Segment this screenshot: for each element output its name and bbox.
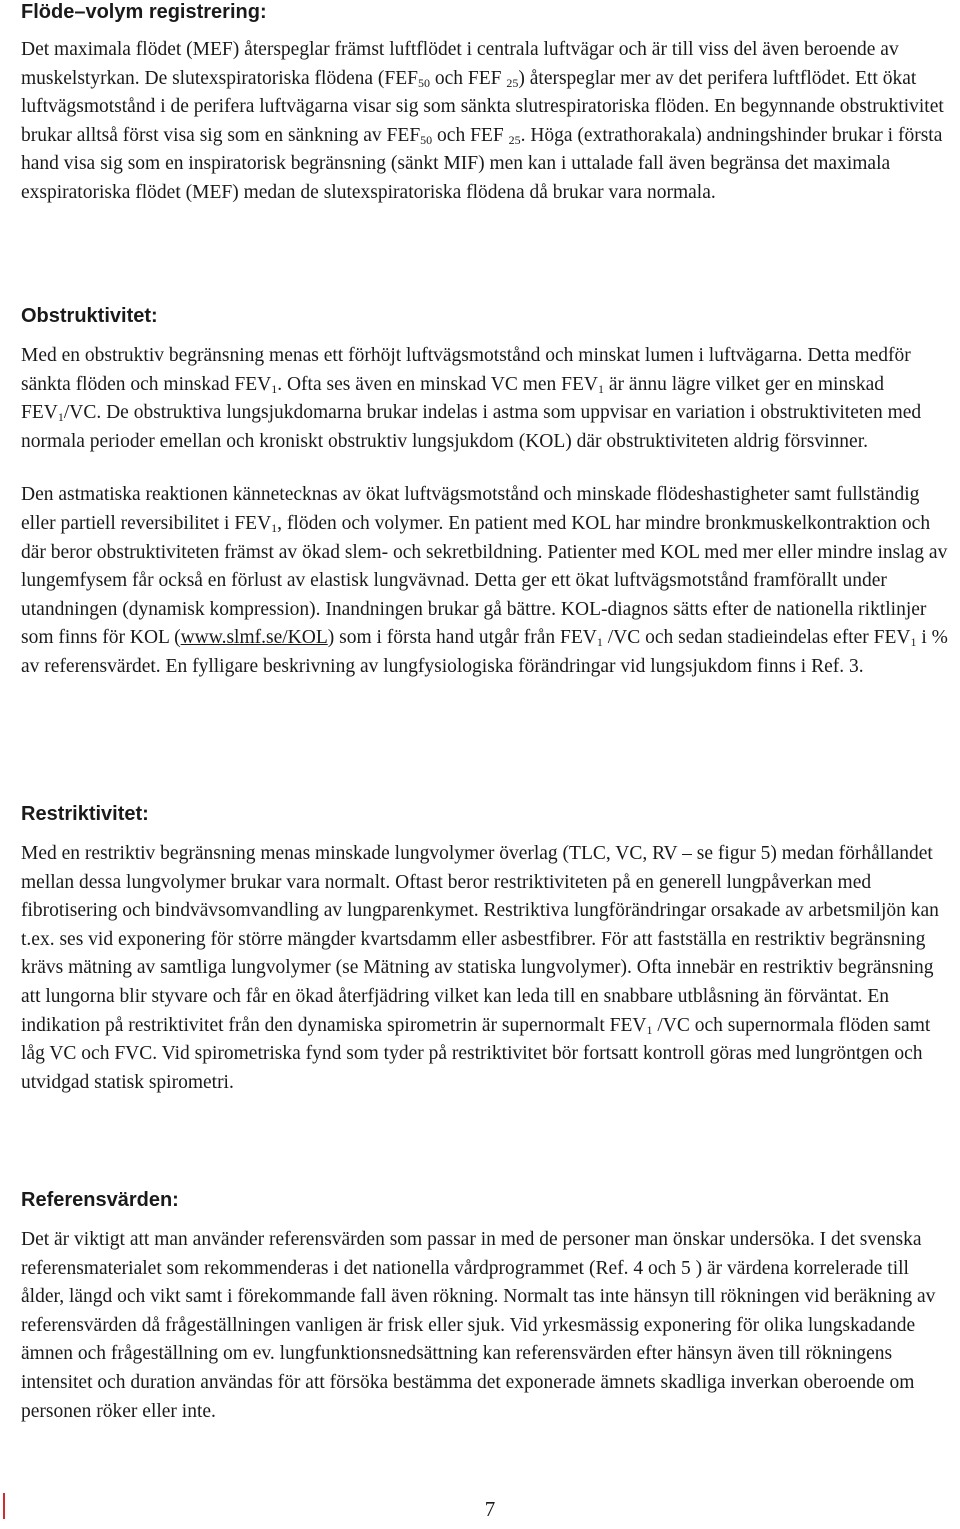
text-run: , flöden och volymer. En patient med KOL har mindre bronkmuskelkontraktion och där beror obstruktiviteten främst av ökad slem- och sekretbildning. Patienter med KOL med mer eller mindre inslag av lungemfysem får också en förlust av elastisk lungvävnad. Detta ger ett ökat luftvägsmotstånd framförallt under utandningen (dynamisk kompression). Inandningen brukar gå bättre. KOL-diagnos sätts efter de nationella riktlinjer som finns för KOL ( xyxy=(21,512,948,649)
page-number: 7 xyxy=(484,1497,496,1521)
subscript: 1 xyxy=(57,410,64,425)
heading-obstruktivitet: Obstruktivitet: xyxy=(21,305,158,327)
subscript: 50 xyxy=(420,132,433,147)
subscript: 1 xyxy=(596,635,603,650)
text-run: /VC och supernormala flöden samt låg VC och FVC. Vid spirometriska fynd som tyder på restriktivitet bör fortsatt kontroll göras med lungröntgen och utvidgad statisk spirometri. xyxy=(21,1014,931,1093)
margin-change-bar xyxy=(3,1493,5,1519)
text-run: /VC och sedan stadieindelas efter FEV xyxy=(602,627,911,649)
text-run: /VC. De obstruktiva lungsjukdomarna brukar indelas i astma som uppvisar en variation i obstruktiviteten med normala perioder emellan och kroniskt obstruktiv lungsjukdom (KOL) där obstruktiviteten aldrig försvinner. xyxy=(21,402,922,452)
text-run: i % av referensvärdet. En fylligare beskrivning av lungfysiologiska förändringar vid lungsjukdom finns i Ref. 3. xyxy=(21,627,948,677)
web-link[interactable]: www.slmf.se/KOL xyxy=(180,627,328,649)
subscript: 1 xyxy=(271,520,278,535)
subscript: 25 xyxy=(506,75,519,90)
subscript: 1 xyxy=(271,381,278,396)
section-restriktivitet xyxy=(21,802,951,1097)
heading-flode-volym: Flöde–volym registrering: xyxy=(21,1,267,23)
text-run: . Höga (extrathorakala) andningshinder brukar i första hand visa sig som en inspiratorisk begränsning (sänkt MIF) men kan i uttalade fall även begränsa det maximala exspiratoriska flödet (MEF) medan de slutexspiratoriska flödena då brukar vara normala. xyxy=(21,124,943,203)
text-run: Med en obstruktiv begränsning menas ett förhöjt luftvägsmotstånd och minskat lumen i luftvägarna. Detta medför sänkta flöden och minskad FEV xyxy=(21,345,911,395)
heading-restriktivitet: Restriktivitet: xyxy=(21,803,149,825)
subscript: 1 xyxy=(598,381,605,396)
section-obstruktivitet xyxy=(21,304,951,682)
text-run: Den astmatiska reaktionen kännetecknas av ökat luftvägsmotstånd och minskade flödeshastigheter samt fullständig eller partiell reversibilitet i FEV xyxy=(21,484,920,534)
text-run: är ännu lägre vilket ger en minskad FEV xyxy=(21,373,884,424)
paragraph xyxy=(21,481,951,681)
paragraph xyxy=(21,342,951,456)
paragraph xyxy=(21,36,951,208)
text-run: och FEF xyxy=(429,67,507,89)
subscript: 1 xyxy=(910,635,917,650)
subscript: 1 xyxy=(646,1022,653,1037)
text-run: Det är viktigt att man använder referensvärden som passar in med de personer man önskar undersöka. I det svenska referensmaterialet som rekommenderas i det nationella vårdprogrammet (Ref. 4 och 5 ) är värdena korrelerade till ålder, längd och vikt samt i förekommande fall även rökning. Normalt tas inte hänsyn till rökningen vid beräkning av referensvärden då frågeställningen vanligen är frisk eller sjuk. Vid yrkesmässig exponering för olika lungskadande ämnen och frågeställning om ev. lungfunktionsnedsättning kan referensvärden efter hänsyn även till rökningens intensitet och duration användas för att försöka bestämma det exponerade ämnets skadliga inverkan oberoende om personen röker eller inte. xyxy=(21,1229,936,1422)
heading-referensvarden: Referensvärden: xyxy=(21,1189,179,1211)
text-run: . Ofta ses även en minskad VC men FEV xyxy=(277,373,599,395)
text-run: Det maximala flödet (MEF) återspeglar främst luftflödet i centrala luftvägar och är till viss del även beroende av muskelstyrkan. De slutexspiratoriska flödena (FEF xyxy=(21,39,899,89)
paragraph xyxy=(21,840,951,1097)
section-referensvarden xyxy=(21,1188,951,1426)
text-run: ) som i första hand utgår från FEV xyxy=(327,627,597,649)
subscript: 50 xyxy=(417,75,430,90)
subscript: 25 xyxy=(508,132,521,147)
paragraph xyxy=(21,1226,951,1426)
text-run: och FEF xyxy=(432,124,509,146)
section-flode-volym xyxy=(21,0,951,208)
text-run: Med en restriktiv begränsning menas minskade lungvolymer överlag (TLC, VC, RV – se figur 5) medan förhållandet mellan dessa lungvolymer brukar vara normalt. Oftast beror restriktiviteten på en generell lungpåverkan med fibrotisering och bindvävsomvandling av lungparenkymet. Restriktiva lungförändringar orsakade av arbetsmiljön kan t.ex. ses vid exponering för större mängder kvartsdamm eller asbestfibrer. För att fastställa en restriktiv begränsning krävs mätning av samtliga lungvolymer (se Mätning av statiska lungvolymer). Ofta innebär en restriktiv begränsning att lungorna blir styvare och får en ökad återfjädring vilket kan leda till en snabbare utblåsning än förväntat. En indikation på restriktivitet från den dynamiska spirometrin är supernormalt FEV xyxy=(21,843,939,1036)
text-run: ) återspeglar mer av det perifera luftflödet. Ett ökat luftvägsmotstånd i de perifera luftvägarna visar sig som sänkta slutrespiratoriska flöden. En begynnande obstruktivitet brukar alltså först visa sig som en sänkning av FEF xyxy=(21,67,944,146)
